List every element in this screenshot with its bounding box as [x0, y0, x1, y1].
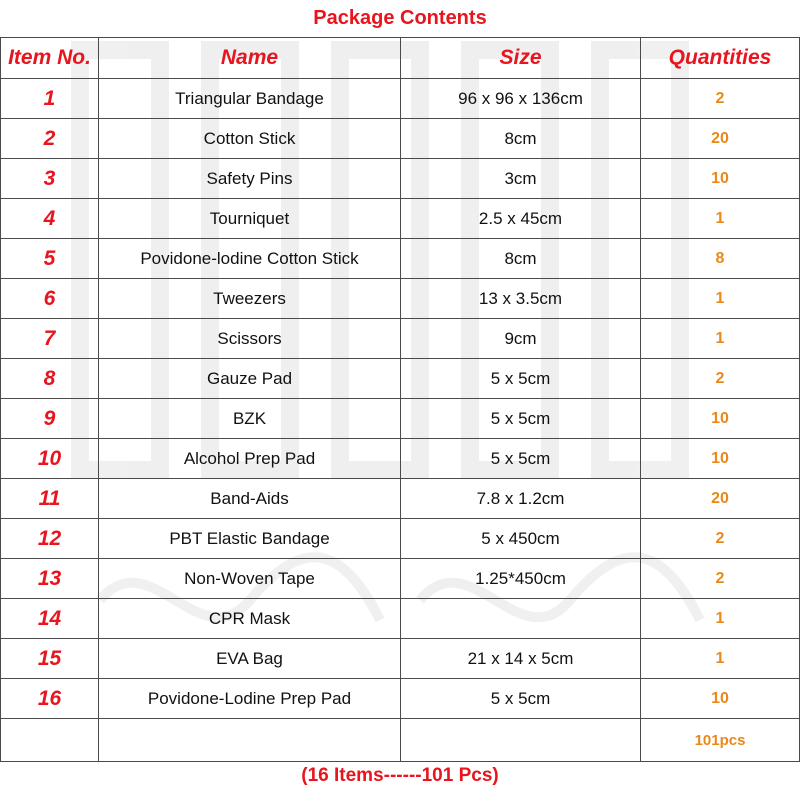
total-empty-cell [401, 719, 641, 762]
item-quantity: 10 [641, 159, 800, 199]
total-quantity: 101pcs [641, 719, 800, 762]
item-name: CPR Mask [99, 599, 401, 639]
header-item-no: Item No. [1, 38, 99, 79]
item-name: Cotton Stick [99, 119, 401, 159]
item-number: 5 [1, 239, 99, 279]
item-quantity: 8 [641, 239, 800, 279]
item-quantity: 1 [641, 639, 800, 679]
header-size: Size [401, 38, 641, 79]
item-quantity: 2 [641, 559, 800, 599]
item-name: Non-Woven Tape [99, 559, 401, 599]
table-row [1, 239, 800, 279]
item-name: BZK [99, 399, 401, 439]
page-title: Package Contents [313, 7, 487, 29]
item-name: Povidone-lodine Cotton Stick [99, 239, 401, 279]
item-number: 15 [1, 639, 99, 679]
item-size: 5 x 5cm [401, 399, 641, 439]
item-number: 9 [1, 399, 99, 439]
table-row [1, 519, 800, 559]
total-empty-cell [99, 719, 401, 762]
item-number: 13 [1, 559, 99, 599]
item-size: 21 x 14 x 5cm [401, 639, 641, 679]
table-row [1, 399, 800, 439]
item-name: Gauze Pad [99, 359, 401, 399]
item-quantity: 10 [641, 679, 800, 719]
table-row [1, 479, 800, 519]
item-number: 11 [1, 479, 99, 519]
contents-table [0, 37, 800, 762]
item-size: 1.25*450cm [401, 559, 641, 599]
item-number: 7 [1, 319, 99, 359]
item-quantity: 1 [641, 599, 800, 639]
item-number: 1 [1, 79, 99, 119]
item-size: 5 x 5cm [401, 679, 641, 719]
header-name: Name [99, 38, 401, 79]
item-size: 5 x 450cm [401, 519, 641, 559]
item-name: Tourniquet [99, 199, 401, 239]
item-name: Triangular Bandage [99, 79, 401, 119]
item-size: 5 x 5cm [401, 359, 641, 399]
table-row [1, 159, 800, 199]
item-size: 13 x 3.5cm [401, 279, 641, 319]
item-number: 4 [1, 199, 99, 239]
summary-footer: (16 Items------101 Pcs) [301, 765, 499, 786]
table-body [1, 79, 800, 719]
item-name: Safety Pins [99, 159, 401, 199]
item-size: 5 x 5cm [401, 439, 641, 479]
table-row [1, 359, 800, 399]
item-number: 14 [1, 599, 99, 639]
item-size: 8cm [401, 239, 641, 279]
item-number: 10 [1, 439, 99, 479]
table-row [1, 599, 800, 639]
item-quantity: 10 [641, 399, 800, 439]
item-size: 8cm [401, 119, 641, 159]
item-number: 6 [1, 279, 99, 319]
table-row [1, 199, 800, 239]
total-empty-cell [1, 719, 99, 762]
item-size: 2.5 x 45cm [401, 199, 641, 239]
table-row [1, 119, 800, 159]
table-row [1, 319, 800, 359]
header-row [1, 38, 800, 79]
item-number: 12 [1, 519, 99, 559]
item-quantity: 2 [641, 79, 800, 119]
header-quantities: Quantities [641, 38, 800, 79]
table-row [1, 279, 800, 319]
item-name: Tweezers [99, 279, 401, 319]
table-row [1, 79, 800, 119]
item-number: 2 [1, 119, 99, 159]
item-name: Povidone-Lodine Prep Pad [99, 679, 401, 719]
item-quantity: 1 [641, 319, 800, 359]
item-size [401, 599, 641, 639]
item-name: PBT Elastic Bandage [99, 519, 401, 559]
item-size: 3cm [401, 159, 641, 199]
item-size: 9cm [401, 319, 641, 359]
item-number: 16 [1, 679, 99, 719]
item-quantity: 2 [641, 519, 800, 559]
item-quantity: 2 [641, 359, 800, 399]
item-name: Scissors [99, 319, 401, 359]
item-size: 7.8 x 1.2cm [401, 479, 641, 519]
item-quantity: 1 [641, 279, 800, 319]
item-name: Alcohol Prep Pad [99, 439, 401, 479]
table-row [1, 679, 800, 719]
table-row [1, 639, 800, 679]
item-quantity: 10 [641, 439, 800, 479]
item-quantity: 20 [641, 119, 800, 159]
item-name: EVA Bag [99, 639, 401, 679]
item-quantity: 20 [641, 479, 800, 519]
table-row [1, 439, 800, 479]
item-name: Band-Aids [99, 479, 401, 519]
item-number: 8 [1, 359, 99, 399]
item-number: 3 [1, 159, 99, 199]
item-size: 96 x 96 x 136cm [401, 79, 641, 119]
item-quantity: 1 [641, 199, 800, 239]
table-row [1, 559, 800, 599]
total-row [1, 719, 800, 762]
